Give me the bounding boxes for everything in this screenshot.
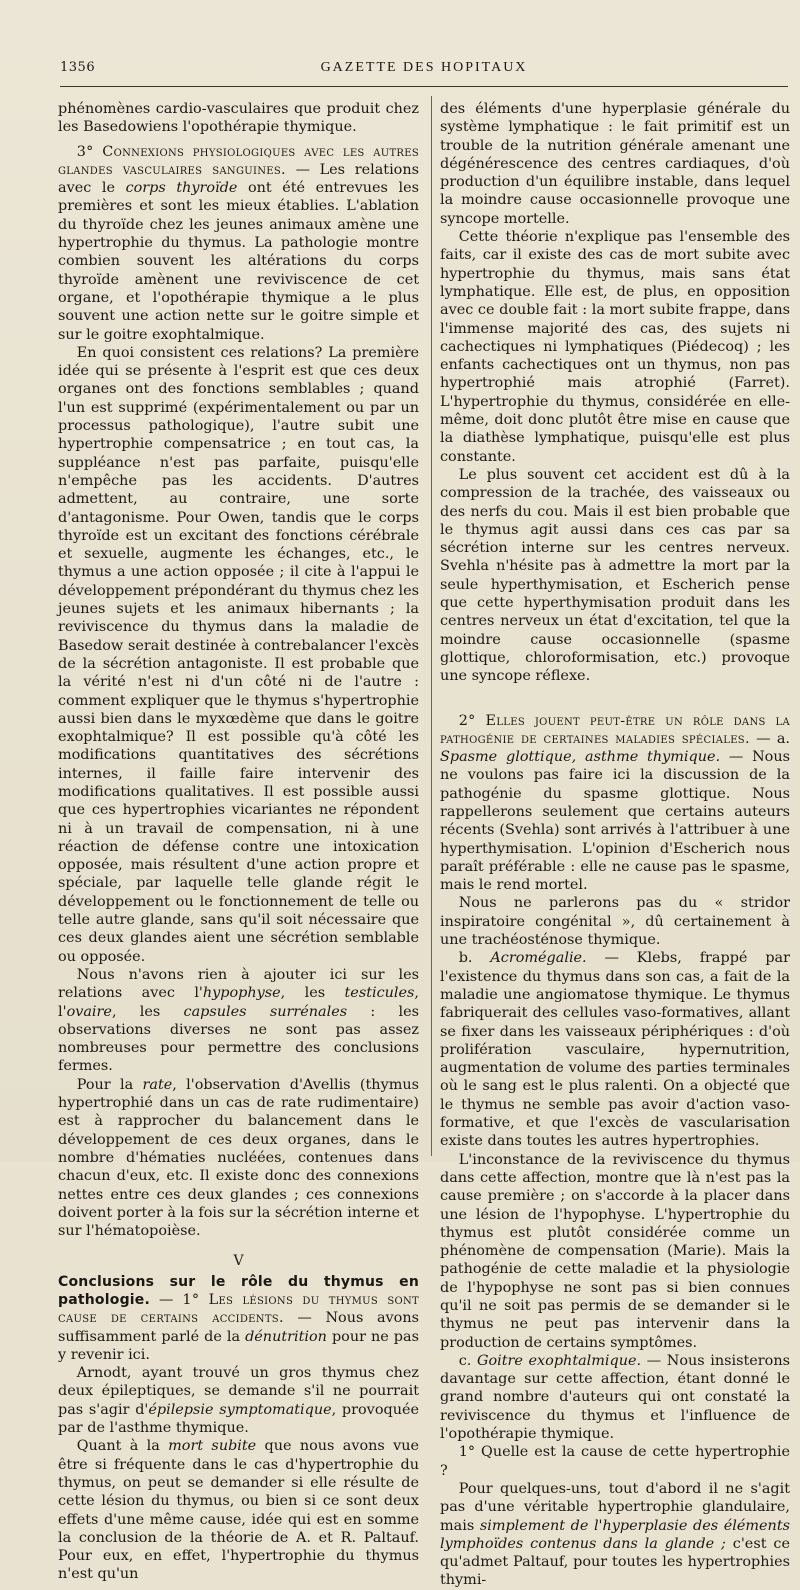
page-number: 1356: [60, 60, 96, 75]
left-column: [58, 100, 419, 1584]
subsection-heading: 3° Connexions physiologiques avec les autres glandes vasculaires sanguines.: [58, 143, 419, 178]
journal-title: GAZETTE DES HOPITAUX: [320, 60, 528, 75]
paragraph: Nous ne parlerons pas du « stridor inspiratoire congénital », dû certainement à une trachéosténose thymique.: [440, 895, 790, 949]
right-column: [440, 100, 790, 1590]
paragraph: c. Goitre exophtalmique. — Nous insisterons davantage sur cette affection, étant donné le grand nombre d'auteurs qui ont constaté la reviviscence du thymus et l'influence de l'opothérapie thymique.: [440, 1352, 791, 1443]
paragraph: Le plus souvent cet accident est dû à la compression de la trachée, des vaisseaux ou des nerfs du cou. Mais il est bien probable que le thymus agit aussi dans ces cas par sa sécrétion interne sur les centres nerveux. Svehla n'hésite pas à admettre la mort par la seule hyperthymisation, et Escherich pense que cette hyperthymisation produit dans les centres nerveux un état d'excitation, tel que la moindre cause occasionnelle (spasme glottique, chloroformisation, etc.) provoque une syncope réflexe.: [440, 466, 790, 685]
paragraph: Nous n'avons rien à ajouter ici sur les relations avec l'hypophyse, les testicules, l'ovaire, les capsules surrénales : les observations diverses ne sont pas assez nombreuses pour permettre des conclusions fermes.: [58, 966, 419, 1075]
paragraph: 1° Quelle est la cause de cette hypertrophie ?: [440, 1444, 790, 1479]
section-heading: Conclusions sur le rôle du thymus en pathologie. — 1° Les lésions du thymus sont cause de certains accidents. — Nous avons suffisamment parlé de la dénutrition pour ne pas y revenir ici.: [58, 1273, 419, 1363]
paragraph: Pour la rate, l'observation d'Avellis (thymus hypertrophié dans un cas de rate rudimentaire) est à rapprocher du balancement dans le développement de ces deux organes, dans le nombre d'hématies nucléées, contenues dans chacun d'eux, etc. Il existe donc des connexions nettes entre ces deux glandes ; ces connexions doivent porter à la fois sur la sécrétion interne et sur l'hématopoièse.: [58, 1076, 420, 1240]
subsection-heading: 2° Elles jouent peut-être un rôle dans la pathogénie de certaines maladies spéciales.: [440, 712, 790, 747]
subsection-heading: 1° Les lésions du thymus sont cause de certains accidents.: [58, 1292, 419, 1327]
emphasis: corps thyroïde: [125, 180, 238, 197]
paragraph: Quant à la mort subite que nous avons vue être si fréquente dans le cas d'hypertrophie du thymus, on peut se demander si elle résulte de cette lésion du thymus, ou bien si ce sont deux effets d'une même cause, idée qui est en somme la conclusion de la théorie de A. et R. Paltauf. Pour eux, en effet, l'hypertrophie du thymus n'est qu'un: [58, 1438, 419, 1583]
paragraph: b. Acromégalie. — Klebs, frappé par l'existence du thymus dans son cas, a fait de la maladie une angiomatose thymique. Le thymus fabriquerait des cellules vaso-formatives, allant se fixer dans les vaisseaux périphériques : d'où prolifération vasculaire, hypernutrition, augmentation de volume des parties terminales où le sang est le plus ralenti. On a objecté que le thymus ne semble pas avoir d'action vaso-formative, et que l'excès de vascularisation existe dans toutes les autres hypertrophies.: [440, 950, 790, 1150]
paragraph: des éléments d'une hyperplasie générale du système lymphatique : le fait primitif est un trouble de la nutrition générale amenant une dégénérescence des centres cardiaques, d'où production d'un équilibre instable, dans lequel la moindre cause occasionnelle provoque une syncope mortelle.: [440, 101, 790, 227]
header-rule: [60, 86, 788, 87]
paragraph: Pour quelques-uns, tout d'abord il ne s'agit pas d'une véritable hypertrophie glandulaire, mais simplement de l'hyperplasie des éléments lymphoïdes contenus dans la glande ; c'est ce qu'admet Paltauf, pour toutes les hypertrophies thymi-: [440, 1480, 790, 1589]
column-divider: [431, 96, 432, 1156]
paragraph: 2° Elles jouent peut-être un rôle dans la pathogénie de certaines maladies spéciales. — a. Spasme glottique, asthme thymique. — Nous ne voulons pas faire ici la discussion de la pathogénie du spasme glottique. Nous rappellerons seulement que certains auteurs récents (Svehla) sont arrivés à l'attribuer à une hyperthymisation. L'opinion d'Escherich nous paraît préférable : elle ne cause pas le spasme, mais le rend mortel.: [440, 712, 790, 894]
paragraph: Arnodt, ayant trouvé un gros thymus chez deux épileptiques, se demande s'il ne pourrait pas s'agir d'épilepsie symptomatique, provoquée par de l'asthme thymique.: [58, 1365, 419, 1437]
section-title: Conclusions sur le rôle du thymus en pathologie.: [58, 1273, 419, 1308]
running-header: [60, 56, 788, 80]
paragraph: 3° Connexions physiologiques avec les autres glandes vasculaires sanguines. — Les relations avec le corps thyroïde ont été entrevues les premières et sont les mieux établies. L'ablation du thyroïde chez les jeunes animaux amène une hypertrophie du thymus. La pathologie montre combien souvent les altérations du corps thyroïde amènent une reviviscence de cet organe, et l'opothérapie thymique a le plus souvent une action nette sur le goitre simple et sur le goitre exophtalmique.: [58, 143, 419, 343]
paragraph: Cette théorie n'explique pas l'ensemble des faits, car il existe des cas de mort subite avec hypertrophie du thymus, mais sans état lymphatique. Elle est, de plus, en opposition avec ce double fait : la mort subite frappe, dans l'immense majorité des cas, des sujets ni cachectiques ni lymphatiques (Piédecoq) ; les enfants cachectiques ont un thymus, non pas hypertrophié mais atrophié (Farret). L'hypertrophie du thymus, considérée en elle-même, doit donc plutôt être mise en cause que la diathèse lymphatique, puisqu'elle est plus constante.: [440, 229, 790, 465]
paragraph: En quoi consistent ces relations? La première idée qui se présente à l'esprit est que ces deux organes ont des fonctions semblables ; quand l'un est supprimé (expérimentalement ou par un processus pathologique), l'autre subit une hypertrophie compensatrice ; en tout cas, la suppléance n'est pas parfaite, puisqu'elle n'empêche pas les accidents. D'autres admettent, au contraire, une sorte d'antagonisme. Pour Owen, tandis que le corps thyroïde est un excitant des fonctions cérébrale et sexuelle, augmente les échanges, etc., le thymus a une action opposée ; il cite à l'appui le développement prépondérant du thymus chez les jeunes sujets et les animaux hibernants ; la reviviscence du thymus dans la maladie de Basedow serait destinée à contrebalancer l'excès de la sécrétion antagoniste. Il est probable que la vérité n'est ni d'un côté ni de l'autre : comment expliquer que le thymus s'hypertrophie aussi bien dans le myxœdème que dans le goitre exophtalmique? Il est possible qu'à côté les modifications quantitatives des sécrétions internes, il faille faire intervenir des modifications qualitatives. Il est possible aussi que ces hypertrophies vicariantes ne répondent ni à un travail de compensation, ni à une réaction de défense contre une intoxication opposée, mais résultent d'une action propre et spéciale, par laquelle telle glande régit le développement ou le fonctionnement de telle ou telle autre glande, sans qu'il soit nécessaire que ces deux glandes aient une sécrétion semblable ou opposée.: [58, 344, 419, 965]
section-number: V: [233, 1253, 244, 1270]
paragraph: L'inconstance de la reviviscence du thymus dans cette affection, montre que là n'est pas la cause première ; on s'accorde à la placer dans une lésion de l'hypophyse. L'hypertrophie du thymus est plutôt considérée comme un phénomène de compensation (Marie). Mais la pathogénie de cette maladie et la physiologie de l'hypophyse ne sont pas si bien connues qu'il ne soit pas permis de se demander si le thymus ne peut pas intervenir dans la production de certains symptômes.: [440, 1151, 790, 1351]
paragraph: phénomènes cardio-vasculaires que produit chez les Basedowiens l'opothérapie thymique.: [58, 101, 419, 136]
